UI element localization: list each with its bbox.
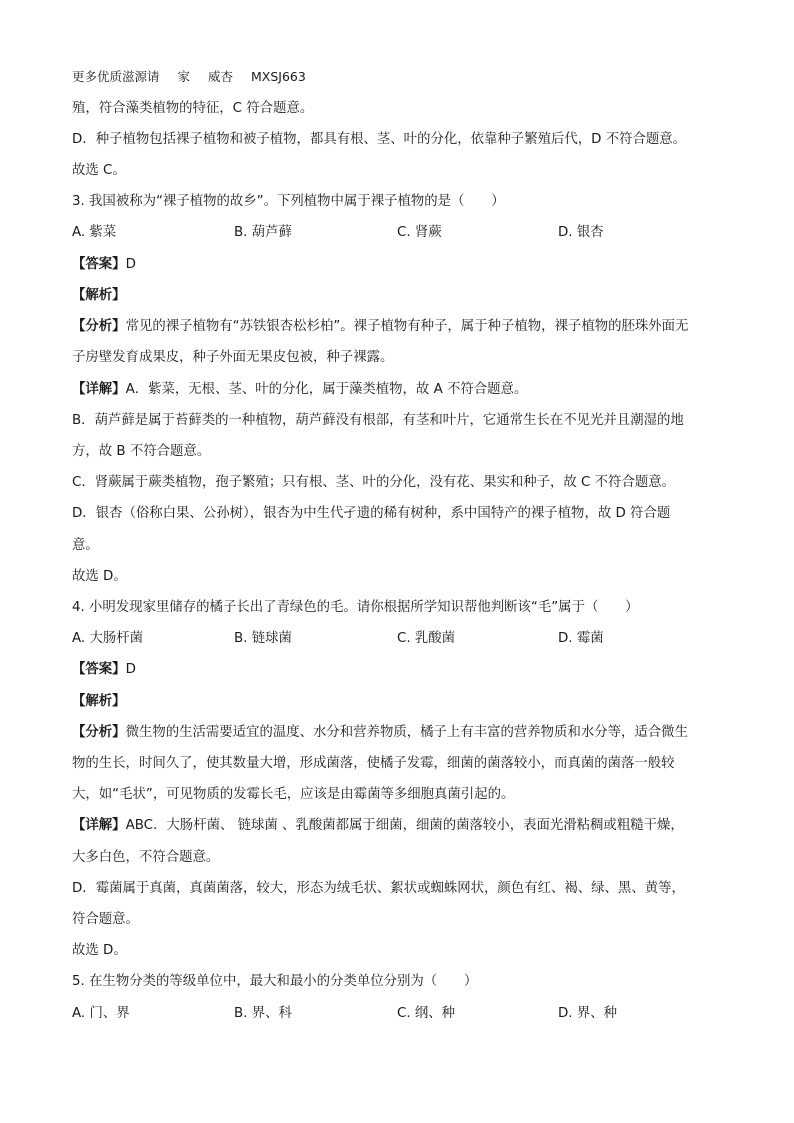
text-span: ABC．大肠杆菌、 链球菌 、乳酸菌都属于细菌，细菌的菌落较小，表面光滑粘稠或粗糙干燥，	[125, 818, 684, 833]
header-text-1: 更多优质滋源请	[72, 69, 160, 84]
text-line	[72, 817, 684, 835]
q5-option-d: D. 界、种	[558, 1006, 617, 1021]
q3-option-c: C. 肾蕨	[397, 225, 442, 240]
text-line: 子房壁发育成果皮，种子外面无果皮包被，种子裸露。	[72, 350, 394, 365]
q5-option-a: A. 门、界	[72, 1006, 130, 1021]
text-line: 大多白色，不符合题意。	[72, 850, 220, 865]
answer-line	[72, 256, 136, 274]
q4-option-c: C. 乳酸菌	[397, 631, 456, 646]
text-line	[72, 318, 688, 336]
question-4: 4. 小明发现家里储存的橘子长出了青绿色的毛。请你根据所学知识帮他判断该“毛”属于（ ）	[72, 600, 639, 615]
answer-line	[72, 661, 136, 679]
text-line: D．霉菌属于真菌，真菌菌落，较大，形态为绒毛状、絮状或蜘蛛网状，颜色有红、褐、绿、黑、黄等，	[72, 881, 685, 896]
q5-option-c: C. 纲、种	[397, 1006, 456, 1021]
text-span: A．紫菜，无根、茎、叶的分化，属于藻类植物，故 A 不符合题意。	[125, 382, 528, 397]
fenxi-tag: 【分析】	[72, 319, 126, 334]
text-span: 微生物的生活需要适宜的温度、水分和营养物质，橘子上有丰富的营养物质和水分等，适合微生	[125, 725, 688, 740]
text-line: 意。	[72, 538, 99, 553]
xiangjie-tag: 【详解】	[72, 382, 126, 397]
header-text-2: 家	[177, 69, 191, 84]
text-span: 常见的裸子植物有“苏铁银杏松杉柏”。裸子植物有种子，属于种子植物，裸子植物的胚珠外面无	[125, 319, 689, 334]
text-line	[72, 381, 527, 399]
q5-option-b: B. 界、科	[234, 1006, 292, 1021]
q4-option-b: B. 链球菌	[234, 631, 292, 646]
text-line: 故选 C。	[72, 163, 126, 178]
q3-option-b: B. 葫芦藓	[234, 225, 292, 240]
text-line: 故选 D。	[72, 943, 127, 958]
header-text-4: MXSJ663	[251, 69, 306, 84]
q3-option-d: D. 银杏	[558, 225, 604, 240]
header-text-3: 威杏	[208, 69, 234, 84]
answer-value: D	[125, 257, 136, 272]
question-3: 3. 我国被称为“裸子植物的故乡”。下列植物中属于裸子植物的是（ ）	[72, 194, 505, 209]
q3-option-a: A. 紫菜	[72, 225, 117, 240]
xiangjie-tag: 【详解】	[72, 818, 126, 833]
text-line: 故选 D。	[72, 569, 127, 584]
answer-tag: 【答案】	[72, 662, 126, 677]
text-line: 方，故 B 不符合题意。	[72, 444, 211, 459]
question-5: 5. 在生物分类的等级单位中，最大和最小的分类单位分别为（ ）	[72, 974, 478, 989]
text-line: 符合题意。	[72, 912, 139, 927]
text-line: 物的生长，时间久了，使其数量大增，形成菌落，使橘子发霉，细菌的菌落较小，而真菌的菌落一般较	[72, 756, 675, 771]
text-line: C．肾蕨属于蕨类植物，孢子繁殖；只有根、茎、叶的分化，没有花、果实和种子，故 C 不符合题意。	[72, 475, 676, 490]
analysis-tag: 【解析】	[72, 288, 126, 303]
text-line: B．葫芦藓是属于苔藓类的一种植物，葫芦藓没有根部，有茎和叶片，它通常生长在不见光并且潮湿的地	[72, 413, 684, 428]
text-line	[72, 724, 688, 742]
text-line: D．银杏（俗称白果、公孙树），银杏为中生代孑遗的稀有树种，系中国特产的裸子植物，故 D 符合题	[72, 506, 671, 521]
analysis-tag: 【解析】	[72, 694, 126, 709]
answer-value: D	[125, 662, 136, 677]
page-header	[72, 68, 320, 86]
q4-option-d: D. 霉菌	[558, 631, 604, 646]
text-line: D．种子植物包括裸子植物和被子植物，都具有根、茎、叶的分化，依靠种子繁殖后代，D 不符合题意。	[72, 132, 687, 147]
text-line: 大，如“毛状”，可见物质的发霉长毛，应该是由霉菌等多细胞真菌引起的。	[72, 787, 515, 802]
q4-option-a: A. 大肠杆菌	[72, 631, 143, 646]
answer-tag: 【答案】	[72, 257, 126, 272]
text-line: 殖，符合藻类植物的特征，C 符合题意。	[72, 101, 314, 116]
fenxi-tag: 【分析】	[72, 725, 126, 740]
